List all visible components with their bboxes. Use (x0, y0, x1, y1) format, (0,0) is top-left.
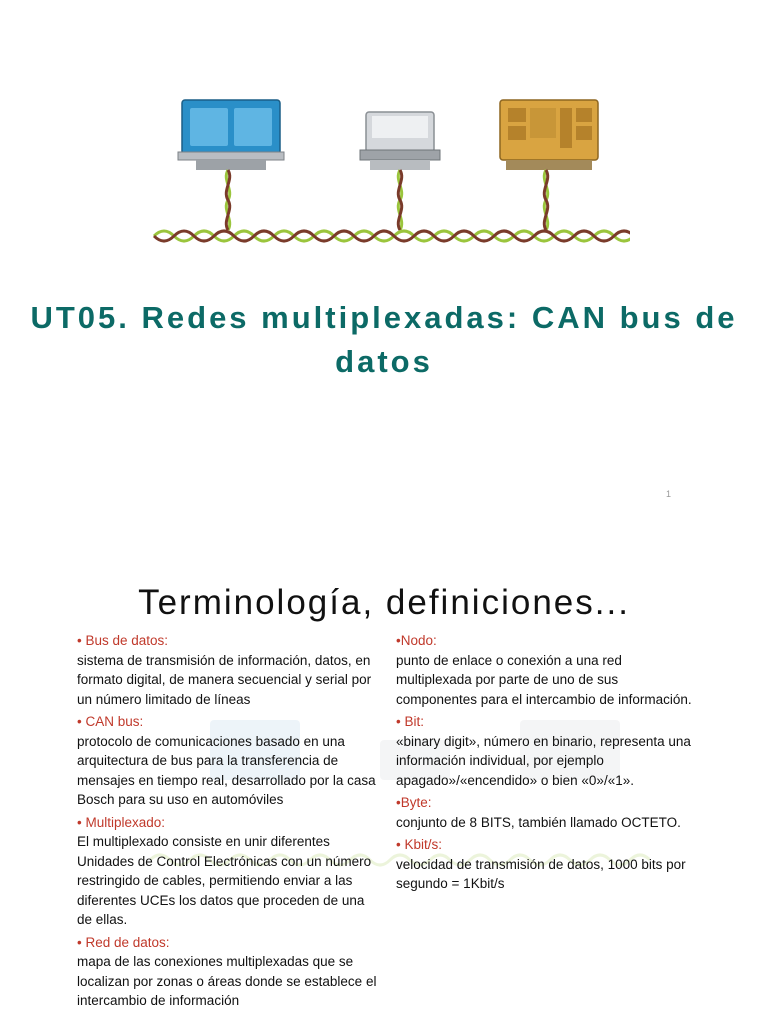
term-label: • CAN bus: (77, 714, 144, 729)
term-definition: El multiplexado consiste en unir diferentes Unidades de Control Electrónicas con un número restringido de cables, permitiendo enviar a las diferentes UCEs los datos que proceden de una de ellas. (77, 834, 372, 927)
term-label: • Red de datos: (77, 934, 170, 950)
term-definition: sistema de transmisión de información, datos, en formato digital, de manera secuencial y serial por un número limitado de líneas (77, 652, 372, 707)
term-label: • Multiplexado: (77, 814, 166, 830)
terminology-slide (0, 540, 768, 1024)
term-label: •Nodo: (396, 633, 437, 648)
term-label: • Kbit/s: (396, 837, 442, 852)
can-bus-illustration (150, 96, 630, 256)
term-definition: velocidad de transmisión de datos, 1000 bits por segundo = 1Kbit/s (396, 856, 686, 891)
term-definition: punto de enlace o conexión a una red multiplexada por parte de uno de sus componentes para el intercambio de información. (396, 652, 692, 707)
term-label: • Bit: (396, 714, 424, 729)
term-label: •Byte: (396, 795, 432, 810)
left-definitions (77, 631, 377, 1013)
term-definition: conjunto de 8 BITS, también llamado OCTETO. (396, 814, 681, 830)
twisted-wire-drops (226, 170, 547, 230)
twisted-bus-wire (154, 231, 630, 241)
slide-title: UT05. Redes multiplexadas: CAN bus de datos (30, 300, 738, 379)
right-definitions (396, 631, 696, 896)
term-definition: «binary digit», número en binario, representa una información individual, por ejemplo apagado»/«encendido» o bien «0»/«1». (396, 733, 691, 788)
ecu-module-gold-icon (500, 100, 598, 170)
page-number: 1 (666, 489, 672, 499)
term-definition: mapa de las conexiones multiplexadas que se localizan por zonas o áreas donde se establece el intercambio de información (77, 954, 377, 1008)
term-definition: protocolo de comunicaciones basado en una arquitectura de bus para la transferencia de mensajes en tiempo real, desarrollado por la casa Bosch para su uso en automóviles (77, 733, 376, 807)
term-label: • Bus de datos: (77, 633, 169, 648)
ecu-module-blue-icon (178, 100, 284, 170)
slide-title: Terminología, definiciones... (138, 583, 630, 622)
ecu-module-silver-icon (360, 112, 440, 170)
